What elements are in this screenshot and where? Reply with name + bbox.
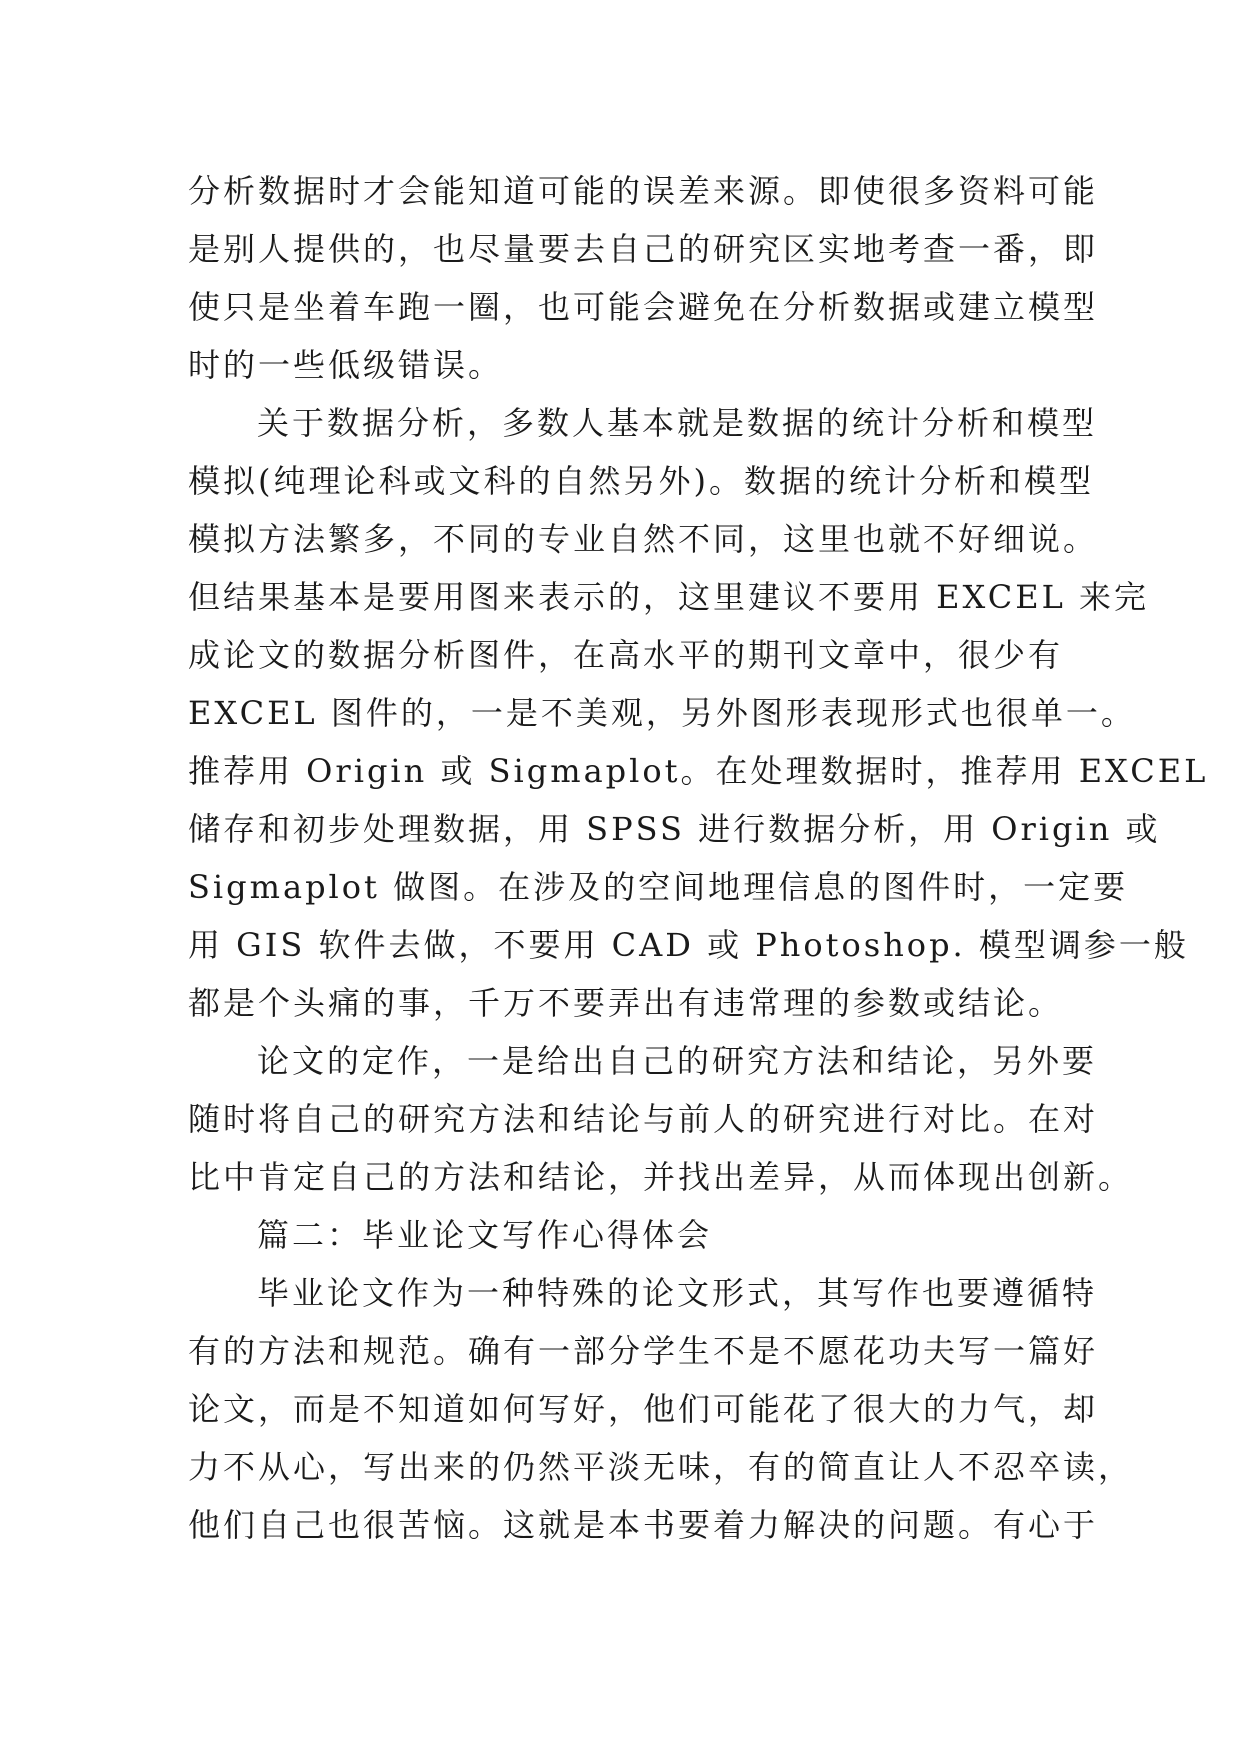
- text-line: 毕业论文作为一种特殊的论文形式，其写作也要遵循特: [257, 1274, 1098, 1312]
- text-line: 他们自己也很苦恼。这就是本书要着力解决的问题。有心于: [188, 1506, 1099, 1544]
- text-line: 时的一些低级错误。: [188, 346, 504, 384]
- text-line: 关于数据分析，多数人基本就是数据的统计分析和模型: [257, 404, 1098, 442]
- text-line: 都是个头痛的事，千万不要弄出有违常理的参数或结论。: [188, 984, 1064, 1022]
- section-heading: 篇二：毕业论文写作心得体会: [257, 1216, 713, 1254]
- text-line: 推荐用 Origin 或 Sigmaplot。在处理数据时，推荐用 EXCEL: [188, 752, 1209, 790]
- text-line: 成论文的数据分析图件，在高水平的期刊文章中，很少有: [188, 636, 1064, 674]
- text-line: 论文的定作，一是给出自己的研究方法和结论，另外要: [257, 1042, 1098, 1080]
- text-line: 分析数据时才会能知道可能的误差来源。即使很多资料可能: [188, 172, 1099, 210]
- text-line: 用 GIS 软件去做，不要用 CAD 或 Photoshop. 模型调参一般: [188, 926, 1189, 964]
- text-line: 使只是坐着车跑一圈，也可能会避免在分析数据或建立模型: [188, 288, 1099, 326]
- text-line: 模拟方法繁多，不同的专业自然不同，这里也就不好细说。: [188, 520, 1099, 558]
- text-line: 是别人提供的，也尽量要去自己的研究区实地考查一番，即: [188, 230, 1099, 268]
- text-line: 有的方法和规范。确有一部分学生不是不愿花功夫写一篇好: [188, 1332, 1099, 1370]
- text-line: 比中肯定自己的方法和结论，并找出差异，从而体现出创新。: [188, 1158, 1134, 1196]
- text-line: 随时将自己的研究方法和结论与前人的研究进行对比。在对: [188, 1100, 1099, 1138]
- text-line: 力不从心，写出来的仍然平淡无味，有的简直让人不忍卒读，: [188, 1448, 1134, 1486]
- text-line: 但结果基本是要用图来表示的，这里建议不要用 EXCEL 来完: [188, 578, 1150, 616]
- text-line: 储存和初步处理数据，用 SPSS 进行数据分析，用 Origin 或: [188, 810, 1161, 848]
- text-line: Sigmaplot 做图。在涉及的空间地理信息的图件时，一定要: [188, 868, 1129, 906]
- text-line: 论文，而是不知道如何写好，他们可能花了很大的力气，却: [188, 1390, 1099, 1428]
- document-body: [188, 162, 1209, 1554]
- text-line: 模拟(纯理论科或文科的自然另外)。数据的统计分析和模型: [188, 462, 1094, 500]
- text-line: EXCEL 图件的，一是不美观，另外图形表现形式也很单一。: [188, 694, 1136, 732]
